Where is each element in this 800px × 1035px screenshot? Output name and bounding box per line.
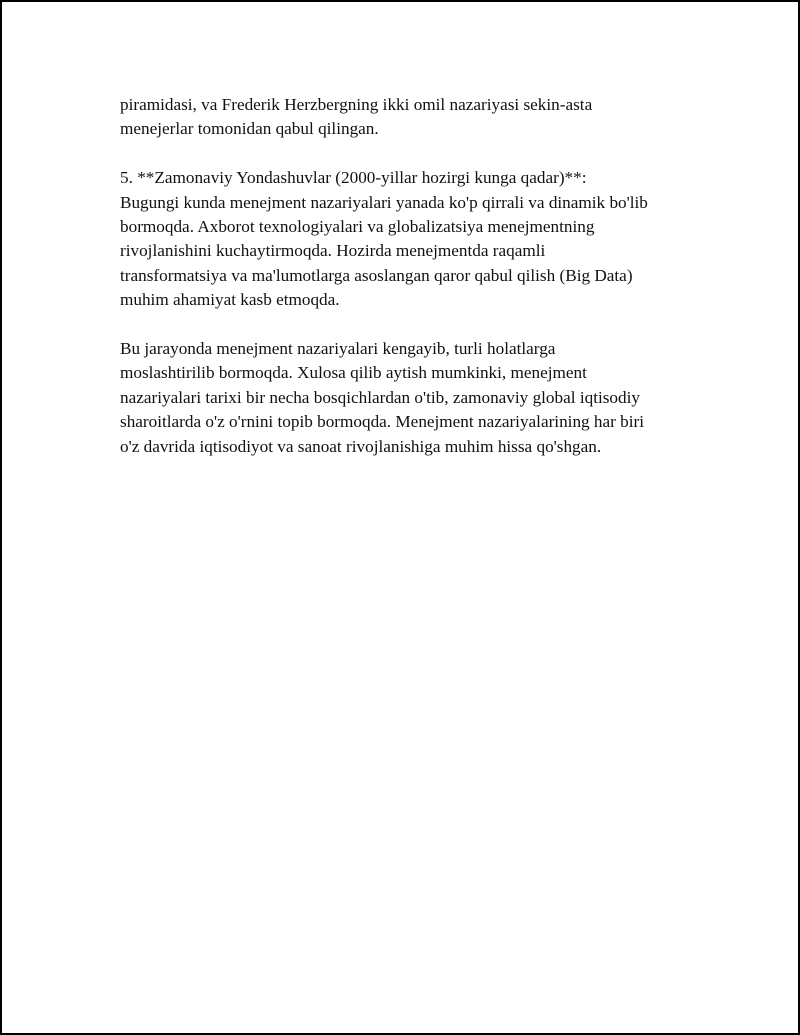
text-line: bormoqda. Axborot texnologiyalari va globalizatsiya menejmentning — [120, 217, 595, 237]
text-line: o'z davrida iqtisodiyot va sanoat rivojlanishiga muhim hissa qo'shgan. — [120, 436, 602, 456]
paragraph-modern-approaches — [120, 166, 710, 312]
text-line: moslashtirilib bormoqda. Xulosa qilib aytish mumkinki, menejment — [120, 363, 587, 383]
text-line: rivojlanishini kuchaytirmoqda. Hozirda menejmentda raqamli — [120, 241, 546, 261]
text-line: Bugungi kunda menejment nazariyalari yanada ko'p qirrali va dinamik bo'lib — [120, 192, 648, 212]
text-line: 5. **Zamonaviy Yondashuvlar (2000-yillar hozirgi kunga qadar)**: — [120, 168, 587, 188]
document-body — [120, 93, 710, 483]
text-line: nazariyalari tarixi bir necha bosqichlardan o'tib, zamonaviy global iqtisodiy — [120, 387, 640, 407]
text-line: Bu jarayonda menejment nazariyalari kengayib, turli holatlarga — [120, 339, 556, 359]
paragraph-continuation — [120, 93, 710, 142]
text-line: menejerlar tomonidan qabul qilingan. — [120, 119, 379, 139]
text-line: muhim ahamiyat kasb etmoqda. — [120, 290, 340, 310]
text-line: piramidasi, va Frederik Herzbergning ikki omil nazariyasi sekin-asta — [120, 95, 593, 114]
text-line: sharoitlarda o'z o'rnini topib bormoqda. Menejment nazariyalarining har biri — [120, 412, 645, 432]
text-line: transformatsiya va ma'lumotlarga asoslangan qaror qabul qilish (Big Data) — [120, 265, 633, 285]
paragraph-conclusion — [120, 337, 710, 459]
